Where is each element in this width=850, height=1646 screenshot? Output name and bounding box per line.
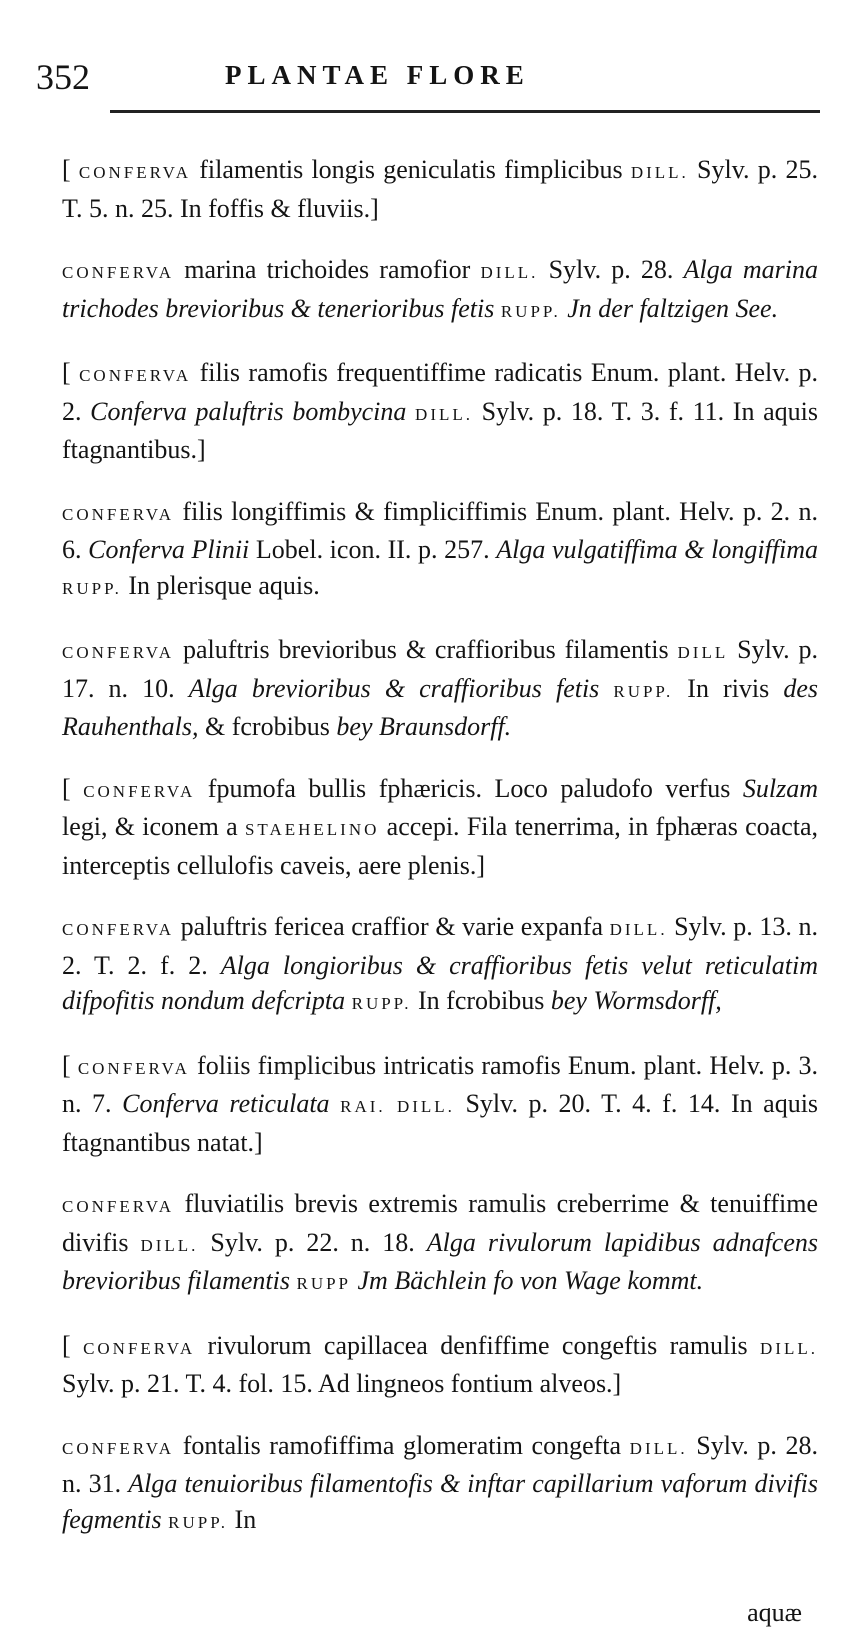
text-run: marina trichoides ramofior bbox=[174, 255, 481, 284]
catchword: aquæ bbox=[747, 1598, 802, 1627]
text-run: Sylv. p. 13. n. 2. T. 2. f. 2. bbox=[62, 912, 818, 980]
italic-run: Alga vulgatiffima & longiffima bbox=[496, 535, 818, 564]
small-caps-run: CONFERVA bbox=[83, 1338, 196, 1358]
text-run: Sylv. p. 18. T. 3. f. 11. In aquis ftagnantibus.] bbox=[62, 396, 818, 464]
text-run: Lobel. icon. II. p. 257. bbox=[249, 535, 497, 564]
text-run: [ bbox=[62, 1330, 84, 1360]
italic-run: bey Wormsdorff, bbox=[550, 986, 722, 1015]
small-caps-run: RUPP. bbox=[62, 578, 122, 598]
small-caps-run: RUPP bbox=[296, 1274, 352, 1293]
text-run: filamentis longis geniculatis fimplicibus bbox=[190, 155, 631, 184]
running-title: PLANTAE FLORE bbox=[225, 60, 530, 90]
italic-run: Alga marina trichodes brevioribus & tenerioribus fetis bbox=[62, 255, 818, 323]
italic-run: Sulzam bbox=[742, 773, 818, 803]
italic-run: bey Braunsdorff. bbox=[336, 712, 512, 741]
text-run: Sylv. p. 21. T. 4. fol. 15. Ad lingneos fontium alveos.] bbox=[62, 1369, 622, 1398]
small-caps-run: RUPP. bbox=[613, 681, 674, 701]
text-run: In rivis bbox=[673, 673, 784, 703]
small-caps-run: DILL. bbox=[630, 163, 689, 182]
text-run: [ bbox=[62, 1050, 78, 1080]
entry-5 bbox=[62, 632, 818, 745]
italic-run: Alga tenuioribus filamentofis & inftar capillarium vaforum divifis fegmentis bbox=[62, 1469, 818, 1534]
text-run: foliis fimplicibus intricatis ramofis Enum. plant. Helv. p. 3. n. 7. bbox=[62, 1050, 818, 1118]
text-run: In plerisque aquis. bbox=[121, 570, 320, 600]
entry-8 bbox=[62, 1048, 818, 1161]
small-caps-run: CONFERVA bbox=[62, 504, 175, 524]
text-run: Sylv. p. 28. n. 31. bbox=[62, 1430, 818, 1498]
small-caps-run: DILL. bbox=[415, 404, 474, 424]
text-run: [ bbox=[62, 155, 79, 184]
entry-3 bbox=[62, 355, 818, 468]
text-run: Sylv. p. 25. T. 5. n. 25. In foffis & fluviis.] bbox=[62, 155, 819, 223]
entry-7 bbox=[62, 909, 818, 1022]
entry-9 bbox=[62, 1186, 818, 1302]
text-run bbox=[406, 397, 415, 426]
small-caps-run: STAEHELINO bbox=[244, 820, 380, 839]
small-caps-run: DILL. bbox=[760, 1338, 818, 1358]
italic-run: Alga longioribus & craffioribus fetis velut reticulatim difpofitis nondum defcripta bbox=[62, 950, 818, 1015]
text-run: [ bbox=[62, 358, 80, 387]
text-run bbox=[330, 1089, 341, 1118]
italic-run: des Rauhenthals, bbox=[62, 673, 818, 741]
italic-run: Conferva paluftris bombycina bbox=[90, 396, 407, 426]
text-run: paluftris fericea craffior & varie expanfa bbox=[174, 912, 610, 941]
header-rule bbox=[110, 110, 820, 113]
entry-4 bbox=[62, 494, 818, 607]
small-caps-run: CONFERVA bbox=[83, 781, 196, 801]
text-run: [ bbox=[62, 773, 84, 803]
small-caps-run: DILL. bbox=[140, 1235, 199, 1255]
small-caps-run: CONFERVA bbox=[62, 1438, 175, 1458]
italic-run: Alga brevioribus & craffioribus fetis bbox=[188, 673, 600, 703]
text-run: filis longiffimis & fimpliciffimis Enum. plant. Helv. p. 2. n. 6. bbox=[62, 496, 818, 564]
text-run: Sylv. p. 20. T. 4. f. 14. In aquis ftagnantibus natat.] bbox=[62, 1089, 819, 1157]
text-run: In fcrobibus bbox=[411, 986, 551, 1015]
page-number: 352 bbox=[36, 57, 90, 97]
text-run: rivulorum capillacea denfiffime congeftis ramulis bbox=[195, 1330, 761, 1360]
text-run: fontalis ramofiffima glomeratim congefta bbox=[174, 1430, 630, 1460]
entry-2 bbox=[62, 252, 818, 329]
small-caps-run: RUPP. bbox=[500, 301, 561, 321]
text-run: accepi. Fila tenerrima, in fphæras coacta, interceptis cellulofis caveis, aere plenis.] bbox=[62, 812, 818, 880]
text-run: legi, & iconem a bbox=[62, 812, 245, 841]
small-caps-run: CONFERVA bbox=[62, 920, 175, 939]
small-caps-run: RUPP. bbox=[168, 1512, 229, 1532]
small-caps-run: RUPP. bbox=[351, 994, 412, 1013]
text-run: fluviatilis brevis extremis ramulis creberrime & tenuiffime divifis bbox=[62, 1189, 818, 1257]
italic-run: Jm Bächlein fo von Wage kommt. bbox=[357, 1266, 704, 1295]
small-caps-run: CONFERVA bbox=[77, 1058, 190, 1078]
text-run: Sylv. p. 22. n. 18. bbox=[198, 1227, 427, 1257]
entries bbox=[62, 126, 818, 1566]
text-run: fpumofa bullis fphæricis. Loco paludofo verfus bbox=[195, 773, 743, 803]
small-caps-run: RAI. DILL. bbox=[340, 1097, 455, 1116]
italic-run: Jn der faltzigen See. bbox=[567, 293, 779, 323]
italic-run: Conferva Plinii bbox=[88, 535, 250, 564]
text-run: In bbox=[228, 1504, 257, 1534]
text-run: filis ramofis frequentiffime radicatis Enum. plant. Helv. p. 2. bbox=[62, 358, 818, 426]
small-caps-run: DILL. bbox=[629, 1438, 688, 1458]
italic-run: Alga rivulorum lapidibus adnafcens brevioribus filamentis bbox=[62, 1227, 819, 1295]
text-run: paluftris brevioribus & craffioribus filamentis bbox=[174, 635, 678, 664]
text-run: Sylv. p. 17. n. 10. bbox=[62, 635, 818, 703]
small-caps-run: CONFERVA bbox=[62, 263, 175, 282]
small-caps-run: CONFERVA bbox=[79, 366, 192, 385]
text-run: Sylv. p. 28. bbox=[538, 255, 684, 284]
small-caps-run: CONFERVA bbox=[62, 1197, 175, 1216]
entry-10 bbox=[62, 1328, 818, 1402]
small-caps-run: DILL. bbox=[609, 920, 668, 939]
small-caps-run: CONFERVA bbox=[78, 163, 191, 182]
entry-1 bbox=[62, 152, 818, 226]
small-caps-run: DILL. bbox=[480, 263, 539, 282]
entry-11 bbox=[62, 1428, 818, 1541]
italic-run: Conferva reticulata bbox=[122, 1089, 330, 1118]
text-run: & fcrobibus bbox=[198, 712, 337, 741]
small-caps-run: DILL bbox=[677, 643, 729, 662]
entry-6 bbox=[62, 771, 818, 884]
small-caps-run: CONFERVA bbox=[62, 643, 175, 662]
text-run bbox=[599, 674, 613, 703]
